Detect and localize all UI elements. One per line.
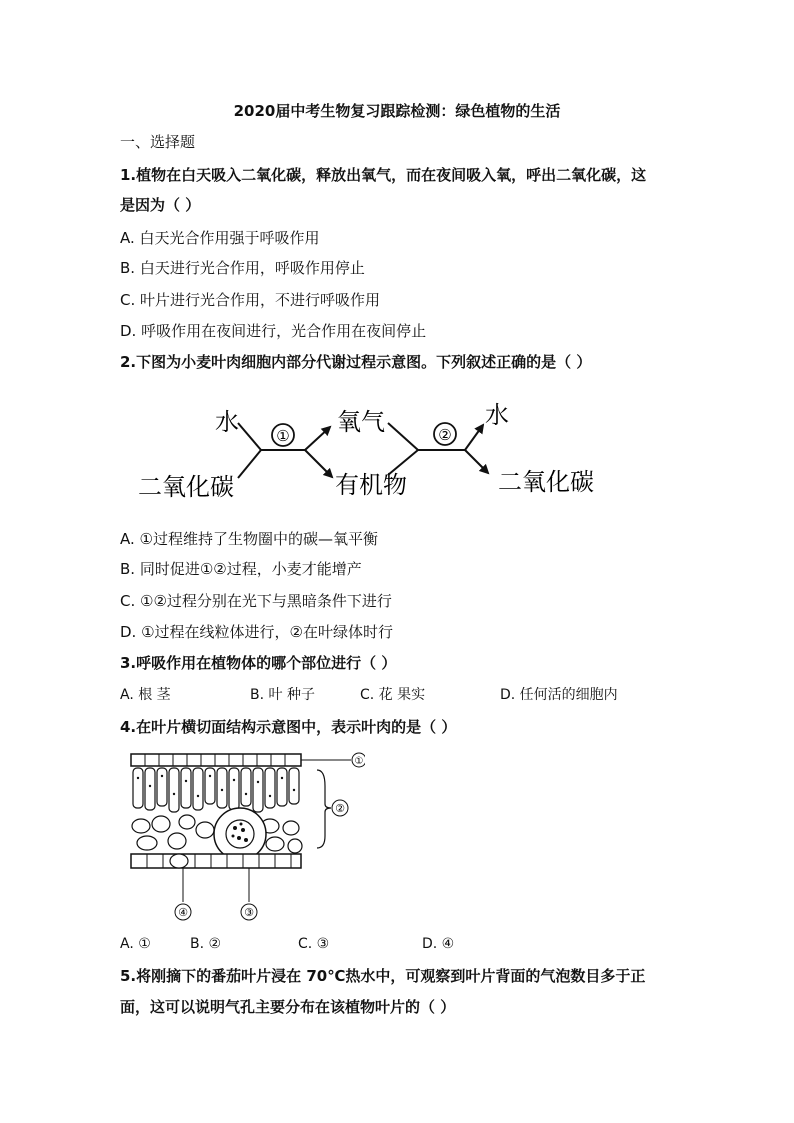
water-right-label: 水: [485, 401, 509, 429]
upper-epidermis: [131, 754, 301, 766]
question-3-option-d: D. 任何活的细胞内: [500, 687, 618, 703]
leaf-cross-section-figure: [125, 746, 365, 926]
question-1-stem-line1: 1.植物在白天吸入二氧化碳，释放出氧气，而在夜间吸入氧，呼出二氧化碳，这: [120, 166, 647, 184]
question-5-stem-line1: 5.将刚摘下的番茄叶片浸在 70℃热水中，可观察到叶片背面的气泡数目多于正: [120, 967, 646, 985]
question-3-option-a: A. 根 茎: [120, 687, 171, 703]
question-4-option-a: A. ①: [120, 936, 151, 952]
question-4-options: [120, 933, 480, 955]
question-4-option-b: B. ②: [190, 936, 222, 952]
co2-left-label: 二氧化碳: [138, 473, 234, 501]
label-4: ④: [178, 906, 188, 919]
label-1: ①: [354, 756, 364, 767]
arrow-to-co2-right: [465, 450, 488, 473]
page-title: 2020届中考生物复习跟踪检测：绿色植物的生活: [233, 102, 561, 120]
oxygen-label: 氧气: [337, 408, 385, 436]
question-4-stem: 4.在叶片横切面结构示意图中，表示叶肉的是（ ）: [120, 718, 457, 736]
question-3-option-b: B. 叶 种子: [250, 687, 315, 703]
water-left-stroke: [238, 423, 261, 450]
arrow-to-organic: [305, 450, 332, 477]
label-3: ③: [244, 906, 254, 919]
question-4-option-c: C. ③: [298, 936, 330, 952]
process1-number: ①: [276, 427, 290, 445]
label-2-bracket: [317, 770, 331, 848]
question-1-stem-line2: 是因为（ ）: [120, 196, 201, 214]
question-1-option-b: B. 白天进行光合作用，呼吸作用停止: [120, 259, 365, 277]
process2-number: ②: [438, 426, 452, 444]
arrow-to-oxygen: [305, 427, 330, 450]
question-1-option-c: C. 叶片进行光合作用，不进行呼吸作用: [120, 291, 381, 309]
co2-right-label: 二氧化碳: [498, 468, 594, 496]
section-heading: 一、选择题: [120, 133, 196, 151]
question-4-option-d: D. ④: [422, 936, 455, 952]
question-3-stem: 3.呼吸作用在植物体的哪个部位进行（ ）: [120, 654, 397, 672]
question-2-stem: 2.下图为小麦叶肉细胞内部分代谢过程示意图。下列叙述正确的是（ ）: [120, 353, 592, 371]
question-3-options: [120, 684, 640, 706]
stoma: [170, 854, 188, 868]
question-3-option-c: C. 花 果实: [360, 687, 426, 703]
question-5-stem-line2: 面，这可以说明气孔主要分布在该植物叶片的（ ）: [120, 998, 456, 1016]
metabolism-diagram: [120, 395, 610, 510]
question-1-option-d: D. 呼吸作用在夜间进行，光合作用在夜间停止: [120, 322, 427, 340]
co2-left-stroke: [238, 450, 261, 478]
arrow-to-water-right: [465, 425, 483, 450]
water-left-label: 水: [215, 408, 239, 436]
palisade-layer: [133, 768, 299, 812]
organic-matter-label: 有机物: [335, 471, 407, 499]
question-1-option-a: A. 白天光合作用强于呼吸作用: [120, 229, 320, 247]
question-2-option-c: C. ①②过程分别在光下与黑暗条件下进行: [120, 592, 392, 610]
oxygen-stroke: [388, 423, 418, 450]
question-2-option-a: A. ①过程维持了生物圈中的碳—氧平衡: [120, 530, 378, 548]
label-2: ②: [335, 802, 345, 815]
question-2-option-d: D. ①过程在线粒体进行，②在叶绿体时行: [120, 623, 393, 641]
question-2-option-b: B. 同时促进①②过程，小麦才能增产: [120, 560, 362, 578]
